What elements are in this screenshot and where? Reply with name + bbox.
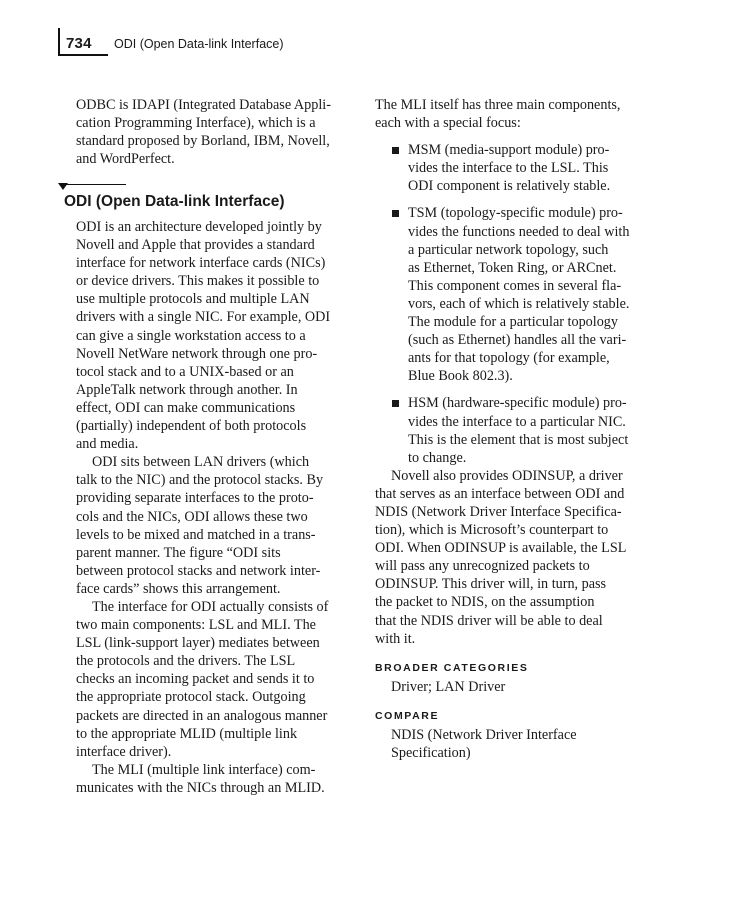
text-line: LSL (link-support layer) mediates between xyxy=(76,635,320,652)
text-line: The MLI itself has three main components, xyxy=(375,97,621,113)
text-line: or device drivers. This makes it possible to xyxy=(76,273,320,290)
bullet-item-msm xyxy=(375,141,645,195)
paragraph-odinsup xyxy=(375,467,645,648)
mli-intro-paragraph xyxy=(375,96,645,132)
text-line: tocol stack and to a UNIX-based or an xyxy=(76,363,294,380)
text-line: This component comes in several fla- xyxy=(408,277,622,294)
text-line: vides the interface to a particular NIC. xyxy=(408,413,626,430)
text-line: cation Programming Interface), which is a xyxy=(76,115,316,132)
text-line: each with a special focus: xyxy=(375,115,521,132)
bullet-square-icon xyxy=(392,400,399,407)
paragraph-odi-position xyxy=(76,453,348,598)
text-line: standard proposed by Borland, IBM, Novell, xyxy=(76,133,330,150)
text-line: (such as Ethernet) handles all the vari- xyxy=(408,332,627,349)
bullet-item-hsm xyxy=(375,394,645,466)
paragraph-odi-definition xyxy=(76,218,348,453)
text-line: interface for network interface cards (NICs) xyxy=(76,255,326,272)
text-line: The MLI (multiple link interface) com- xyxy=(92,761,316,778)
text-line: NDIS (Network Driver Interface Specifica- xyxy=(375,503,622,520)
text-line: levels to be mixed and matched in a trans- xyxy=(76,526,316,543)
text-line: and media. xyxy=(76,436,139,453)
text-line: will pass any unrecognized packets to xyxy=(375,558,590,575)
text-line: ODI component is relatively stable. xyxy=(408,178,611,195)
text-line: the protocols and the drivers. The LSL xyxy=(76,653,296,670)
text-line: can give a single workstation access to a xyxy=(76,327,306,344)
text-line: face cards” shows this arrangement. xyxy=(76,580,281,597)
text-line: that the NDIS driver will be able to deal xyxy=(375,612,603,629)
paragraph-mli xyxy=(76,761,348,797)
left-column xyxy=(76,96,348,168)
text-line: between protocol stacks and network inter- xyxy=(76,562,321,579)
text-line: vides the interface to the LSL. This xyxy=(408,160,609,177)
intro-paragraph xyxy=(76,96,348,168)
page-header xyxy=(58,28,718,58)
text-line: This is the element that is most subject xyxy=(408,431,629,448)
broader-categories-entry: Driver; LAN Driver xyxy=(391,678,506,695)
text-line: the appropriate protocol stack. Outgoing xyxy=(76,689,306,706)
bullet-square-icon xyxy=(392,210,399,217)
text-line: drivers with a single NIC. For example, ODI xyxy=(76,309,331,326)
section-heading: ODI (Open Data-link Interface) xyxy=(64,193,285,210)
text-line: ODI is an architecture developed jointly by xyxy=(76,219,322,235)
text-line: vors, each of which is relatively stable. xyxy=(408,295,630,312)
text-line: The module for a particular topology xyxy=(408,314,618,331)
text-line: Specification) xyxy=(391,744,471,761)
text-line: packets are directed in an analogous manner xyxy=(76,707,328,724)
left-column-body xyxy=(76,218,348,797)
header-rule-vertical xyxy=(58,28,60,55)
text-line: MSM (media-support module) pro- xyxy=(408,142,610,159)
text-line: and WordPerfect. xyxy=(76,151,175,168)
text-line: NDIS (Network Driver Interface xyxy=(391,726,577,743)
text-line: that serves as an interface between ODI and xyxy=(375,485,625,502)
text-line: use multiple protocols and multiple LAN xyxy=(76,291,310,308)
text-line: Blue Book 802.3). xyxy=(408,368,513,385)
text-line: ODI. When ODINSUP is available, the LSL xyxy=(375,540,627,557)
text-line: Novell NetWare network through one pro- xyxy=(76,345,318,362)
compare-heading: COMPARE xyxy=(375,709,440,722)
text-line: municates with the NICs through an MLID. xyxy=(76,779,325,796)
text-line: AppleTalk network through another. In xyxy=(76,381,298,398)
text-line: ODBC is IDAPI (Integrated Database Appli- xyxy=(76,97,331,113)
text-line: (partially) independent of both protocols xyxy=(76,418,307,435)
text-line: providing separate interfaces to the proto- xyxy=(76,490,314,507)
text-line: The interface for ODI actually consists of xyxy=(92,598,329,615)
paragraph-odi-components xyxy=(76,598,348,761)
text-line: TSM (topology-specific module) pro- xyxy=(408,205,623,222)
text-line: vides the functions needed to deal with xyxy=(408,223,630,240)
compare-entry xyxy=(375,726,645,762)
text-line: the packet to NDIS, on the assumption xyxy=(375,594,595,611)
text-line: to the appropriate MLID (multiple link xyxy=(76,725,298,742)
text-line: talk to the NIC) and the protocol stacks. By xyxy=(76,472,324,489)
text-line: as Ethernet, Token Ring, or ARCnet. xyxy=(408,259,617,276)
bullet-square-icon xyxy=(392,147,399,154)
bullet-item-tsm xyxy=(375,204,645,385)
text-line: parent manner. The figure “ODI sits xyxy=(76,544,281,561)
text-line: cols and the NICs, ODI allows these two xyxy=(76,508,308,525)
text-line: interface driver). xyxy=(76,743,172,760)
text-line: to change. xyxy=(408,449,467,466)
right-column xyxy=(375,96,645,762)
text-line: ODINSUP. This driver will, in turn, pass xyxy=(375,576,607,593)
text-line: Novell also provides ODINSUP, a driver xyxy=(391,467,623,484)
text-line: ODI sits between LAN drivers (which xyxy=(92,454,310,471)
text-line: with it. xyxy=(375,630,416,647)
text-line: two main components: LSL and MLI. The xyxy=(76,617,316,634)
broader-categories-heading: BROADER CATEGORIES xyxy=(375,661,529,674)
header-rule-horizontal xyxy=(58,54,108,56)
text-line: a particular network topology, such xyxy=(408,241,609,258)
text-line: Novell and Apple that provides a standard xyxy=(76,237,315,254)
running-title: ODI (Open Data-link Interface) xyxy=(114,37,284,51)
section-rule xyxy=(66,184,126,185)
text-line: effect, ODI can make communications xyxy=(76,399,296,416)
page-number: 734 xyxy=(66,35,92,52)
text-line: HSM (hardware-specific module) pro- xyxy=(408,395,627,412)
text-line: checks an incoming packet and sends it to xyxy=(76,671,315,688)
text-line: ants for that topology (for example, xyxy=(408,350,610,367)
text-line: tion), which is Microsoft’s counterpart to xyxy=(375,522,609,539)
